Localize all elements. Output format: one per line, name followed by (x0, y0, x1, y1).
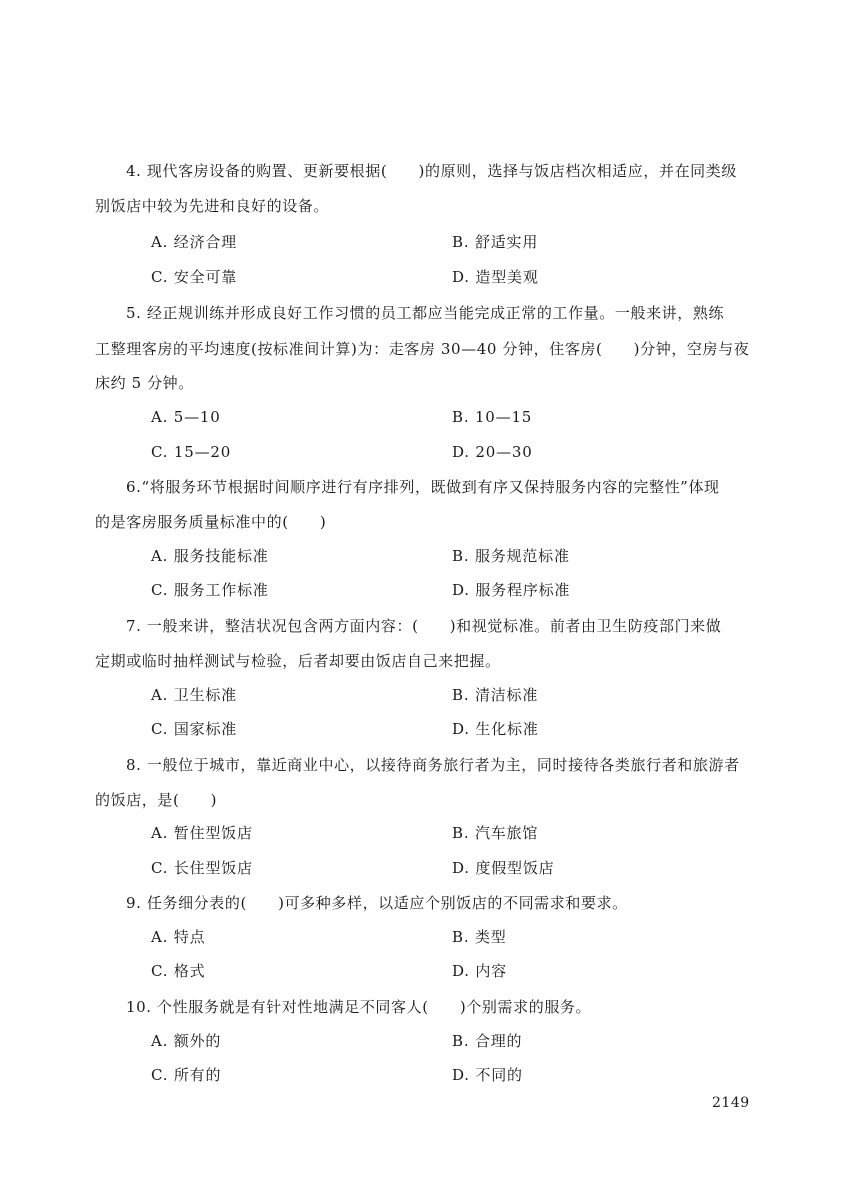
question-10-option-c: C. 所有的 (151, 1066, 222, 1084)
question-9-option-d: D. 内容 (452, 962, 508, 980)
page-number: 2149 (712, 1095, 750, 1111)
question-5-line-1: 5. 经正规训练并形成良好工作习惯的员工都应当能完成正常的工作量。一般来讲，熟练 (126, 304, 725, 322)
question-6-option-a: A. 服务技能标准 (151, 547, 269, 565)
question-5-option-a: A. 5—10 (151, 408, 221, 426)
question-7-line-1: 7. 一般来讲，整洁状况包含两方面内容：( )和视觉标准。前者由卫生防疫部门来做 (126, 617, 722, 635)
question-8-option-a: A. 暂住型饭店 (151, 824, 253, 842)
question-10-option-b: B. 合理的 (452, 1032, 523, 1050)
question-7-line-2: 定期或临时抽样测试与检验，后者却要由饭店自己来把握。 (95, 652, 501, 670)
question-10-option-a: A. 额外的 (151, 1032, 222, 1050)
question-5-option-b: B. 10—15 (452, 408, 533, 426)
question-8-line-1: 8. 一般位于城市，靠近商业中心，以接待商务旅行者为主，同时接待各类旅行者和旅游者 (126, 756, 740, 774)
question-4-option-b: B. 舒适实用 (452, 233, 539, 251)
question-7-option-a: A. 卫生标准 (151, 686, 237, 704)
question-4-line-2: 别饭店中较为先进和良好的设备。 (95, 197, 330, 215)
question-7-option-c: C. 国家标准 (151, 720, 238, 738)
question-9-line-1: 9. 任务细分表的( )可多种多样，以适应个别饭店的不同需求和要求。 (126, 894, 628, 912)
question-8-option-d: D. 度假型饭店 (452, 859, 555, 877)
question-6-option-b: B. 服务规范标准 (452, 547, 570, 565)
question-9-option-a: A. 特点 (151, 928, 206, 946)
question-9-option-b: B. 类型 (452, 928, 507, 946)
question-6-line-1: 6.“将服务环节根据时间顺序进行有序排列，既做到有序又保持服务内容的完整性”体现 (126, 478, 720, 496)
question-7-option-b: B. 清洁标准 (452, 686, 539, 704)
question-8-option-b: B. 汽车旅馆 (452, 824, 539, 842)
question-4-option-a: A. 经济合理 (151, 233, 237, 251)
question-5-line-3: 床约 5 分钟。 (95, 374, 194, 392)
question-5-line-2: 工整理客房的平均速度(按标准间计算)为：走客房 30—40 分钟，住客房( )分钟，空房与夜 (95, 340, 750, 358)
question-6-option-d: D. 服务程序标准 (452, 581, 571, 599)
question-4-line-1: 4. 现代客房设备的购置、更新要根据( )的原则，选择与饭店档次相适应，并在同类级 (126, 162, 737, 180)
question-6-line-2: 的是客房服务质量标准中的( ) (95, 513, 327, 531)
question-6-option-c: C. 服务工作标准 (151, 581, 269, 599)
question-10-option-d: D. 不同的 (452, 1066, 523, 1084)
question-5-option-d: D. 20—30 (452, 443, 533, 461)
question-4-option-d: D. 造型美观 (452, 268, 539, 286)
question-5-option-c: C. 15—20 (151, 443, 232, 461)
question-8-line-2: 的饭店，是( ) (95, 791, 218, 809)
question-4-option-c: C. 安全可靠 (151, 268, 238, 286)
question-8-option-c: C. 长住型饭店 (151, 859, 253, 877)
question-9-option-c: C. 格式 (151, 962, 206, 980)
question-10-line-1: 10. 个性服务就是有针对性地满足不同客人( )个别需求的服务。 (126, 998, 592, 1016)
question-7-option-d: D. 生化标准 (452, 720, 539, 738)
